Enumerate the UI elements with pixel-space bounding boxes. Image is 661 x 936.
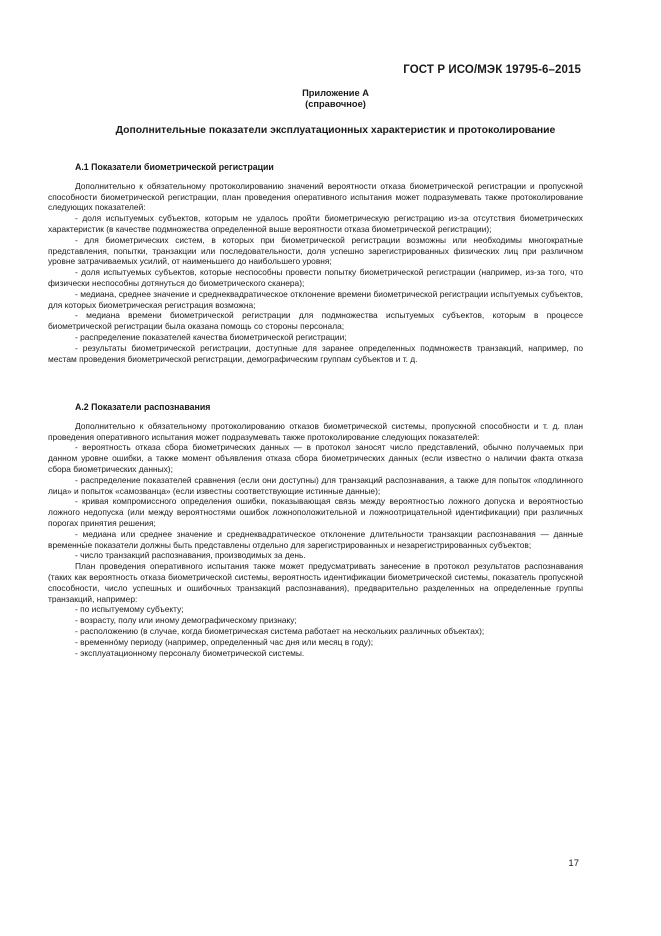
list-item: - медиана или среднее значение и среднеквадратическое отклонение длительности транзакции распознавания — данные временны́е показатели должны быть представлены отдельно для зарегистрированных и незарегистрированных субъектов; — [48, 528, 583, 550]
paragraph: Дополнительно к обязательному протоколированию значений вероятности отказа биометрической регистрации и пропускной способности биометрической регистрации, план проведения оперативного испытания может подразумевать также протоколирование следующих показателей: — [48, 180, 583, 213]
list-item: - эксплуатационному персоналу биометрической системы. — [75, 647, 305, 658]
list-item: - доля испытуемых субъектов, которым не удалось пройти биометрическую регистрацию из-за отсутствия биометрических характеристик (в качестве подмножества определенной выше вероятности отказа биометрической регистрации); — [48, 213, 583, 234]
list-item: - распределение показателей сравнения (если они доступны) для транзакций распознавания, а также для попыток «подлинного лица» и попыток «самозванца» (если известны соответствующие истинные данные); — [48, 474, 583, 496]
list-item: - распределение показателей качества биометрической регистрации; — [75, 331, 347, 342]
list-item: - доля испытуемых субъектов, которые неспособны провести попытку биометрической регистрации (например, из-за того, что физически неспособны дотянуться до биометрического сканера); — [48, 267, 583, 288]
list-item: - кривая компромиссного определения ошибки, показывающая связь между вероятностью ложного допуска и вероятностью ложного недопуска (или между вероятностями ошибок ложноположительной и ложноотрицательной идентификации) при различных порогах принятия решения; — [48, 496, 583, 528]
section-heading: А.2 Показатели распознавания — [75, 402, 211, 412]
list-item: - временнóму периоду (например, определенный час дня или месяц в году); — [75, 636, 374, 647]
standard-designation: ГОСТ Р ИСО/МЭК 19795-6–2015 — [403, 64, 581, 76]
paragraph: Дополнительно к обязательному протоколированию отказов биометрической системы, пропускной способности и т. д. план проведения оперативного испытания может подразумевать также протоколирование следующих показателей: — [48, 420, 583, 442]
section-recognition-metrics — [48, 402, 583, 658]
section-heading: А.1 Показатели биометрической регистрации — [75, 162, 274, 172]
list-item: - по испытуемому субъекту; — [75, 604, 184, 615]
list-item: - число транзакций распознавания, производимых за день. — [75, 550, 306, 561]
list-item: - расположению (в случае, когда биометрическая система работает на нескольких различных объектах); — [75, 625, 485, 636]
list-item: - для биометрических систем, в которых при биометрической регистрации возможны или необходимы многократные представления, попытки, транзакции или последовательности, доля успешно зарегистрированных физических лиц при различном уровне затрачиваемых усилий, от наименьшего до наибольшего уровня; — [48, 234, 583, 267]
list-item: - медиана времени биометрической регистрации для подмножества испытуемых субъектов, которым в процессе биометрической регистрации была оказана помощь со стороны персонала; — [48, 310, 583, 332]
list-item: - результаты биометрической регистрации, доступные для заранее определенных подмножеств транзакций, например, по местам проведения биометрической регистрации, демографическим группам субъектов и т. д. — [48, 342, 583, 364]
appendix-title: Приложение А — [302, 88, 369, 98]
paragraph: План проведения оперативного испытания также может предусматривать занесение в протокол результатов распознавания (таких как вероятность отказа биометрической системы, вероятность идентификации биометрической системы, показатель пропускной способности, число успешных и ошибочных транзакций распознавания), предварительно разделенных на определенные группы транзакций, например: — [48, 561, 583, 604]
list-item: - вероятность отказа сбора биометрических данных — в протокол заносят число представлений, обычно получаемых при данном уровне ошибки, а также момент объявления отказа сбора биометрических данных (если известно о наличии факта отказа сбора биометрических данных); — [48, 442, 583, 474]
section-enrollment-metrics — [48, 162, 583, 364]
main-title: Дополнительные показатели эксплуатационных характеристик и протоколирование — [115, 125, 556, 136]
list-item: - медиана, среднее значение и среднеквадратическое отклонение времени биометрической регистрации испытуемых субъектов, для которых биометрическая регистрация возможна; — [48, 288, 583, 310]
appendix-block — [0, 88, 661, 110]
appendix-subtitle: (справочное) — [305, 99, 366, 109]
page-number: 17 — [568, 858, 579, 869]
list-item: - возрасту, полу или иному демографическому признаку; — [75, 615, 297, 626]
